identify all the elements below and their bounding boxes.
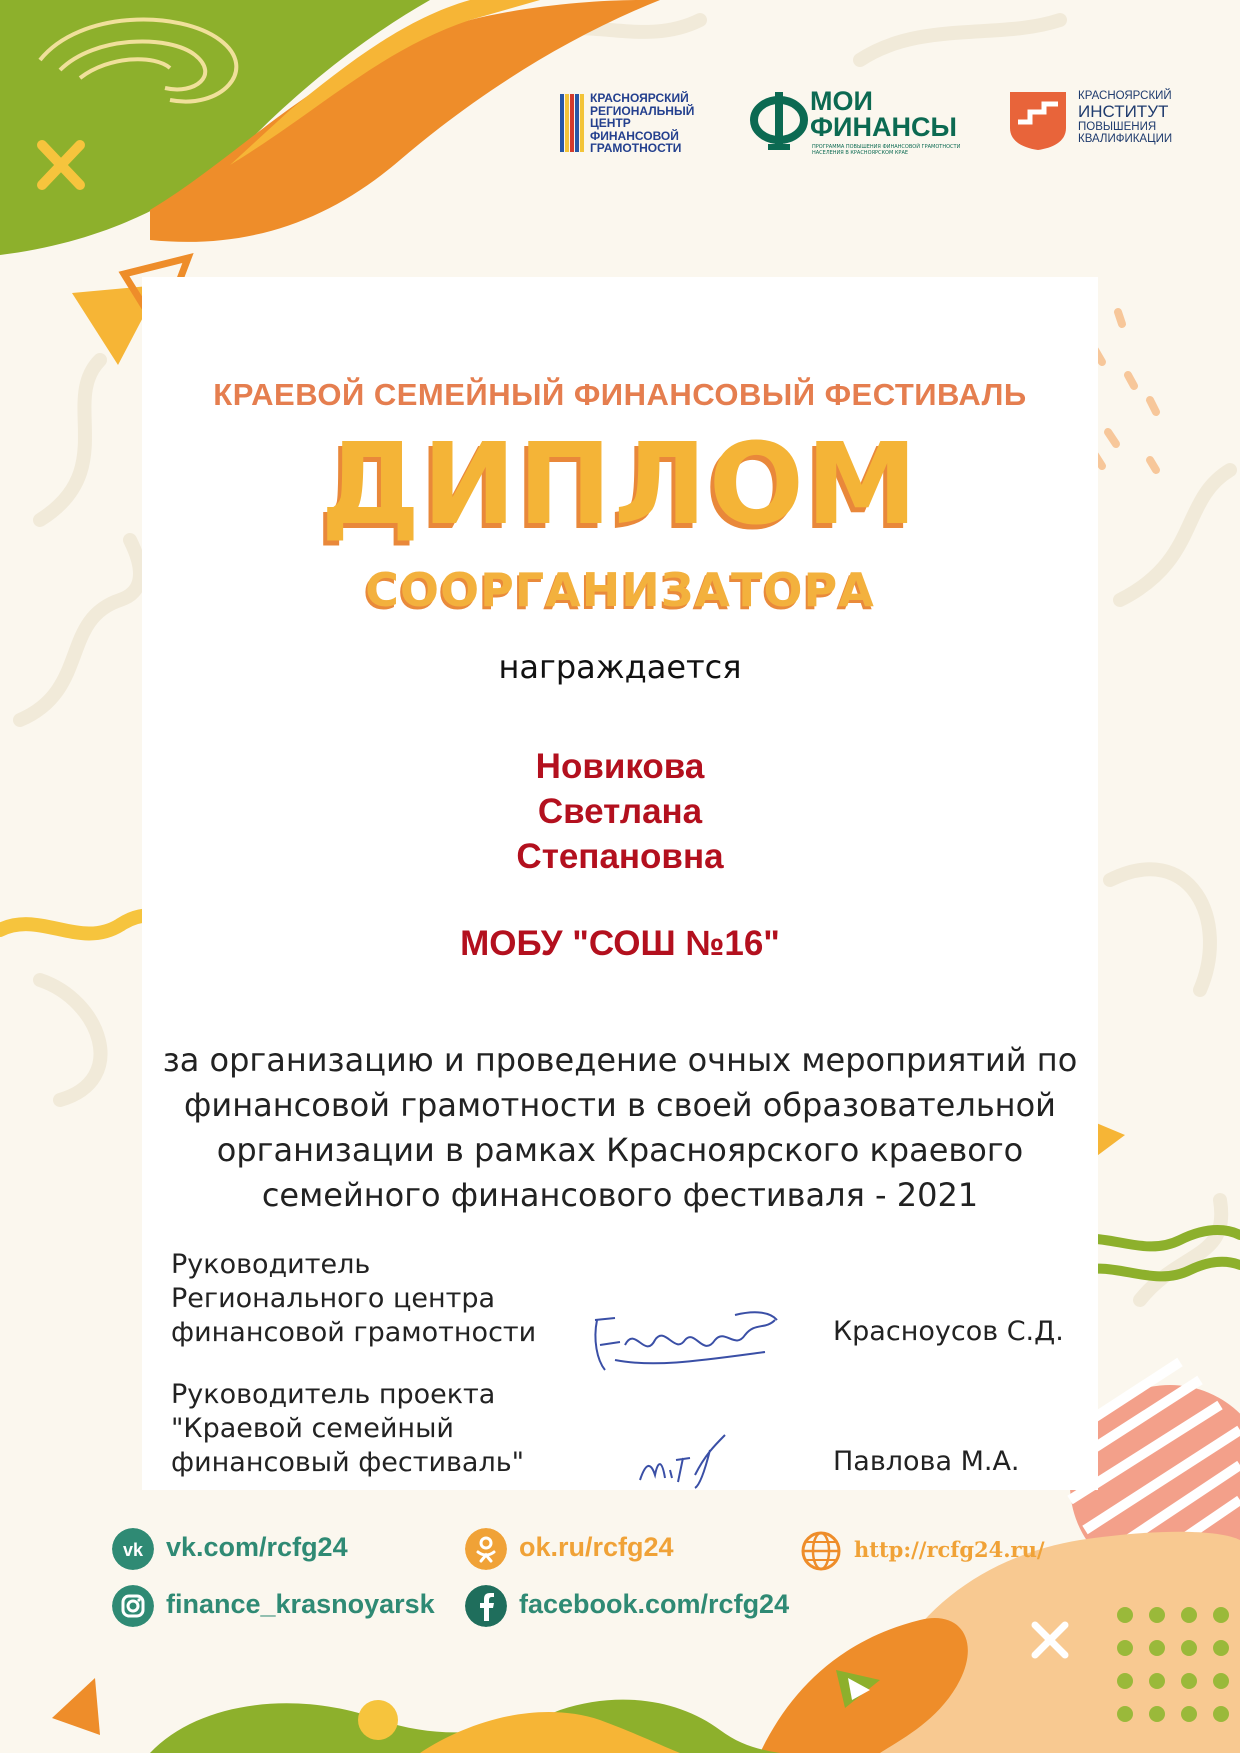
my-finances-caption: ПРОГРАММА ПОВЫШЕНИЯ ФИНАНСОВОЙ ГРАМОТНОСТИ НАСЕЛЕНИЯ В КРАСНОЯРСКОМ КРАЕ bbox=[812, 144, 961, 156]
signatory-2-name: Павлова М.А. bbox=[833, 1446, 1020, 1477]
school-name: МОБУ "СОШ №16" bbox=[460, 924, 780, 963]
reason-line-1: за организацию и проведение очных мероприятий по bbox=[162, 1041, 1078, 1079]
awarded-label: награждается bbox=[498, 648, 742, 686]
diploma-title: ДИПЛОМ bbox=[320, 420, 920, 550]
reason-line-3: организации в рамках Красноярского краевого bbox=[216, 1131, 1024, 1169]
svg-text:vk: vk bbox=[122, 1540, 144, 1560]
vk-label: vk.com/rcfg24 bbox=[166, 1532, 348, 1562]
signatory-1-line-3: финансовой грамотности bbox=[171, 1317, 537, 1348]
globe-icon bbox=[800, 1530, 842, 1572]
signatory-1-title bbox=[171, 1248, 536, 1350]
partner-logos bbox=[560, 88, 1200, 158]
my-finances-title: МОИ ФИНАНСЫ bbox=[810, 86, 957, 142]
institute-line-4: КВАЛИФИКАЦИИ bbox=[1078, 133, 1173, 145]
reason-line-4: семейного финансового фестиваля - 2021 bbox=[261, 1176, 979, 1214]
signatory-2-title bbox=[171, 1378, 524, 1480]
festival-title: КРАЕВОЙ СЕМЕЙНЫЙ ФИНАНСОВЫЙ ФЕСТИВАЛЬ bbox=[213, 377, 1027, 412]
institute-line-2: ИНСТИТУТ bbox=[1078, 101, 1169, 121]
regional-center-logo bbox=[560, 88, 720, 158]
institute-logo-text bbox=[1078, 90, 1172, 146]
ok-label: ok.ru/rcfg24 bbox=[519, 1532, 674, 1562]
signature-2 bbox=[630, 1430, 740, 1490]
facebook-icon bbox=[465, 1585, 507, 1627]
institute-line-3: ПОВЫШЕНИЯ bbox=[1078, 120, 1157, 133]
signatory-2-line-2: "Краевой семейный bbox=[171, 1413, 454, 1444]
signatory-1-line-2: Регионального центра bbox=[171, 1283, 496, 1314]
regional-center-logo-text: КРАСНОЯРСКИЙ РЕГИОНАЛЬНЫЙ ЦЕНТР ФИНАНСОВОЙ ГРАМОТНОСТИ bbox=[590, 91, 695, 155]
reason-line-2: финансовой грамотности в своей образовательной bbox=[184, 1086, 1056, 1124]
institute-shield-icon bbox=[1008, 90, 1068, 152]
phi-logo-icon bbox=[750, 90, 808, 152]
recipient-name bbox=[0, 744, 1240, 879]
signature-1 bbox=[585, 1300, 780, 1380]
my-finances-logo bbox=[750, 88, 970, 158]
instagram-label: finance_krasnoyarsk bbox=[166, 1589, 435, 1619]
signatory-1-name: Красноусов С.Д. bbox=[833, 1316, 1064, 1347]
signatory-1-line-1: Руководитель bbox=[171, 1249, 371, 1280]
website-label: http://rcfg24.ru/ bbox=[854, 1537, 1045, 1562]
institute-line-1: КРАСНОЯРСКИЙ bbox=[1078, 90, 1172, 102]
recipient-patronymic: Степановна bbox=[516, 837, 724, 876]
facebook-label: facebook.com/rcfg24 bbox=[519, 1589, 790, 1619]
diploma-subtitle: СООРГАНИЗАТОРА bbox=[365, 563, 875, 617]
instagram-icon bbox=[112, 1585, 154, 1627]
odnoklassniki-icon bbox=[465, 1528, 507, 1570]
award-reason bbox=[0, 1038, 1240, 1218]
flag-bars-icon bbox=[560, 94, 586, 152]
institute-logo bbox=[1008, 88, 1208, 158]
recipient-surname: Новикова bbox=[535, 747, 705, 786]
signatory-2-line-3: финансовый фестиваль" bbox=[171, 1447, 525, 1478]
recipient-first-name: Светлана bbox=[537, 792, 703, 831]
signatory-2-line-1: Руководитель проекта bbox=[171, 1379, 496, 1410]
vk-icon bbox=[112, 1528, 154, 1570]
